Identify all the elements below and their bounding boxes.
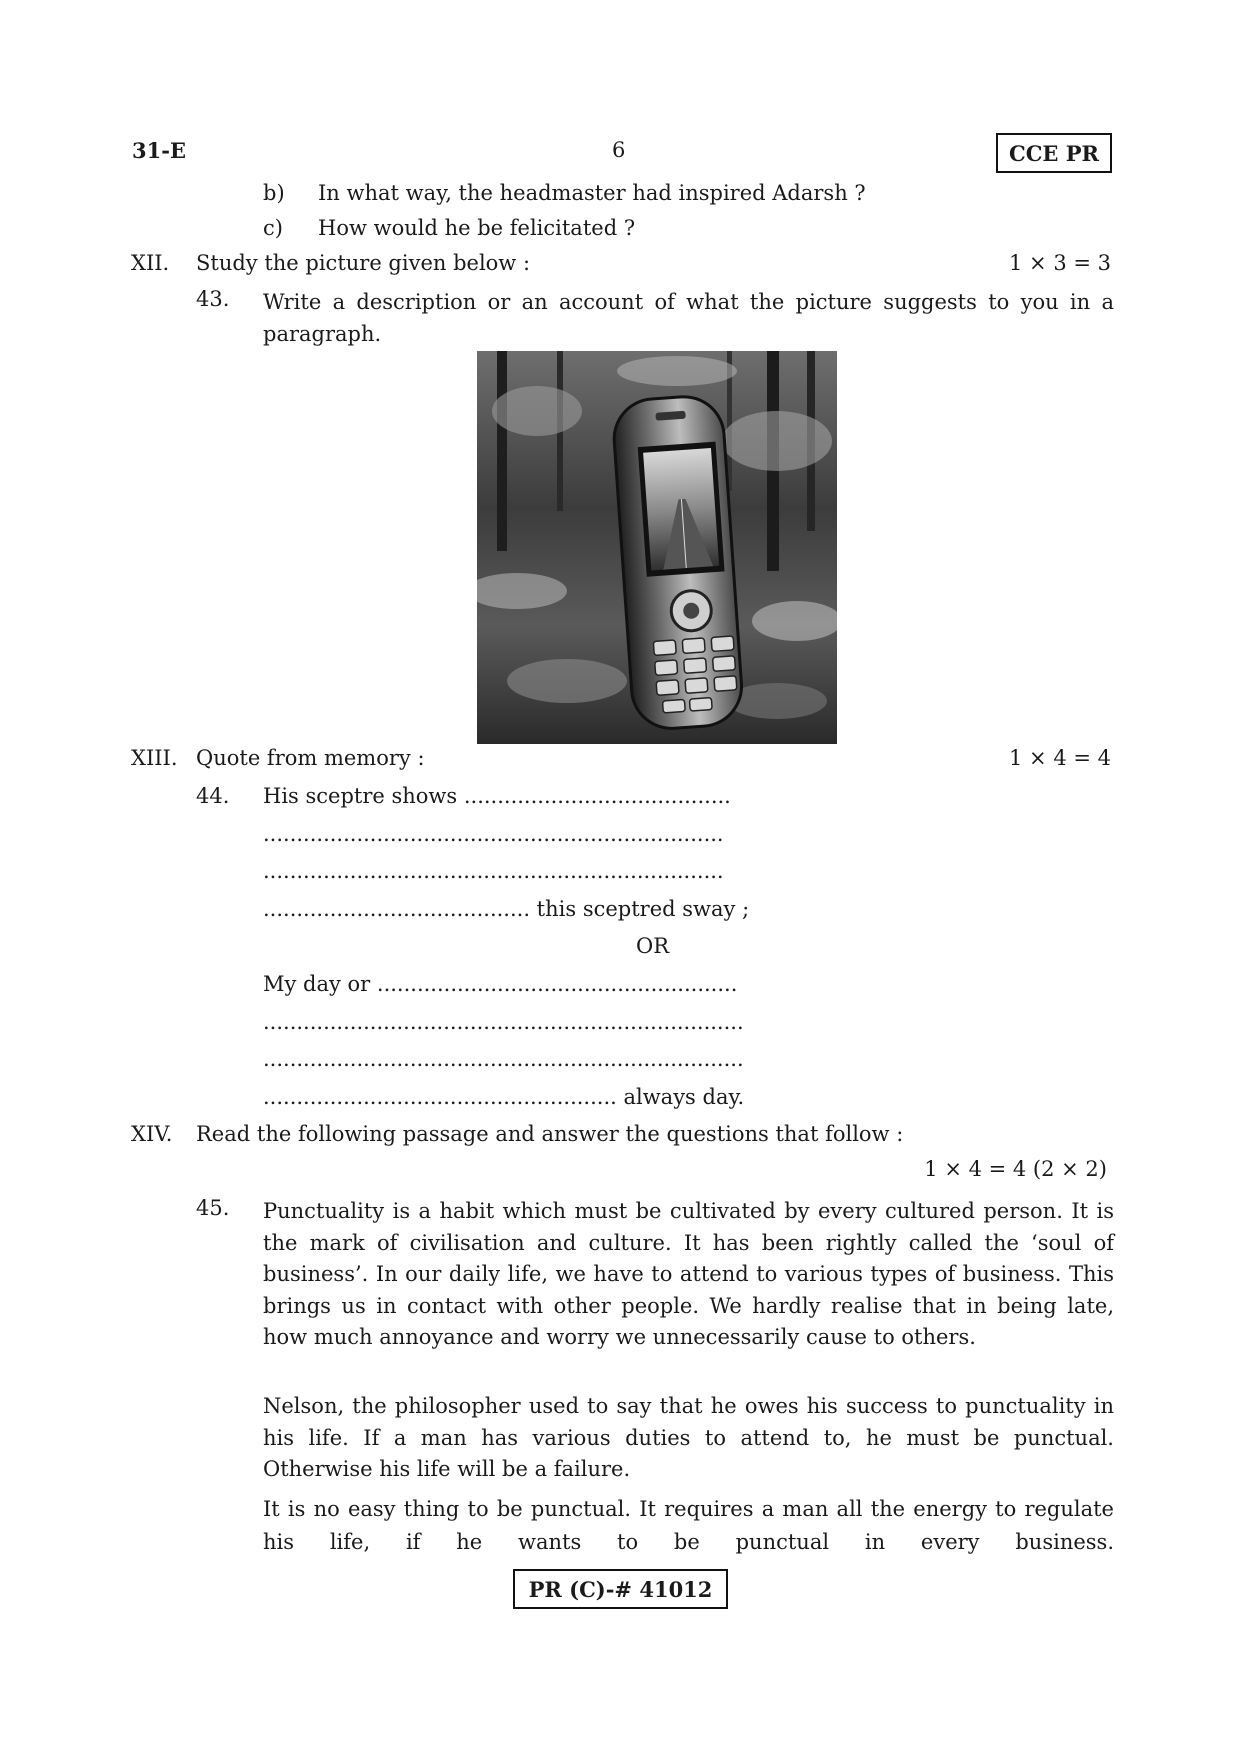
section-12-marks: 1 × 3 = 3: [1009, 251, 1111, 275]
paper-tag: CCE PR: [1009, 140, 1099, 166]
paper-code: 31-E: [132, 138, 186, 163]
page-number: 6: [612, 138, 626, 162]
section-13-title: Quote from memory :: [196, 746, 425, 770]
section-12-roman: XII.: [131, 251, 170, 275]
q44-line-a3: .....................................................................: [263, 859, 724, 883]
q44-line-a4: ........................................ this sceptred sway ;: [263, 897, 750, 921]
q42-part-b-label: b): [263, 181, 285, 205]
footer-code: PR (C)-# 41012: [528, 1576, 713, 1602]
footer-code-box: [513, 1569, 728, 1609]
q42-part-b-text: In what way, the headmaster had inspired Adarsh ?: [318, 181, 866, 205]
section-12-title: Study the picture given below :: [196, 251, 531, 275]
mobile-phone-photo: [477, 351, 837, 744]
q44-line-b2: ........................................................................: [263, 1010, 744, 1034]
q43-number: 43.: [196, 287, 230, 311]
q42-part-c-label: c): [263, 216, 283, 240]
q45-paragraph-1: Punctuality is a habit which must be cultivated by every cultured person. It is the mark of civilisation and culture. It has been rightly called the ‘soul of business’. In our daily life, we have to attend to various types of business. This brings us in contact with other people. We hardly realise that in being late, how much annoyance and worry we unnecessarily cause to others.: [263, 1199, 1114, 1349]
section-14-roman: XIV.: [131, 1122, 173, 1146]
section-13-roman: XIII.: [131, 746, 178, 770]
q43-line-2: paragraph.: [263, 321, 382, 346]
q44-line-a1: His sceptre shows ........................................: [263, 784, 731, 808]
q43-text: [263, 287, 1114, 350]
q44-number: 44.: [196, 784, 230, 808]
q45-number: 45.: [196, 1196, 230, 1220]
section-14-marks: 1 × 4 = 4 (2 × 2): [924, 1157, 1107, 1181]
paper-tag-box: [996, 133, 1112, 173]
q44-line-b3: ........................................................................: [263, 1047, 744, 1071]
section-13-marks: 1 × 4 = 4: [1009, 746, 1111, 770]
section-14-title: Read the following passage and answer the questions that follow :: [196, 1122, 904, 1146]
q45-paragraph-2: Nelson, the philosopher used to say that he owes his success to punctuality in his life. If a man has various duties to attend to, he must be punctual. Otherwise his life will be a failure.: [263, 1394, 1114, 1481]
q44-line-b1: My day or ......................................................: [263, 972, 738, 996]
q44-or: OR: [636, 934, 670, 958]
q42-part-c-text: How would he be felicitated ?: [318, 216, 636, 240]
q45-paragraph-3: It is no easy thing to be punctual. It requires a man all the energy to regulate his life, if he wants to be punctual in every business.: [263, 1497, 1114, 1554]
q44-line-a2: .....................................................................: [263, 822, 724, 846]
q44-line-b4: ..................................................... always day.: [263, 1085, 745, 1109]
q43-line-1: Write a description or an account of what the picture suggests to you in a: [263, 290, 1114, 314]
mobile-phone-forest-image: [477, 351, 837, 744]
